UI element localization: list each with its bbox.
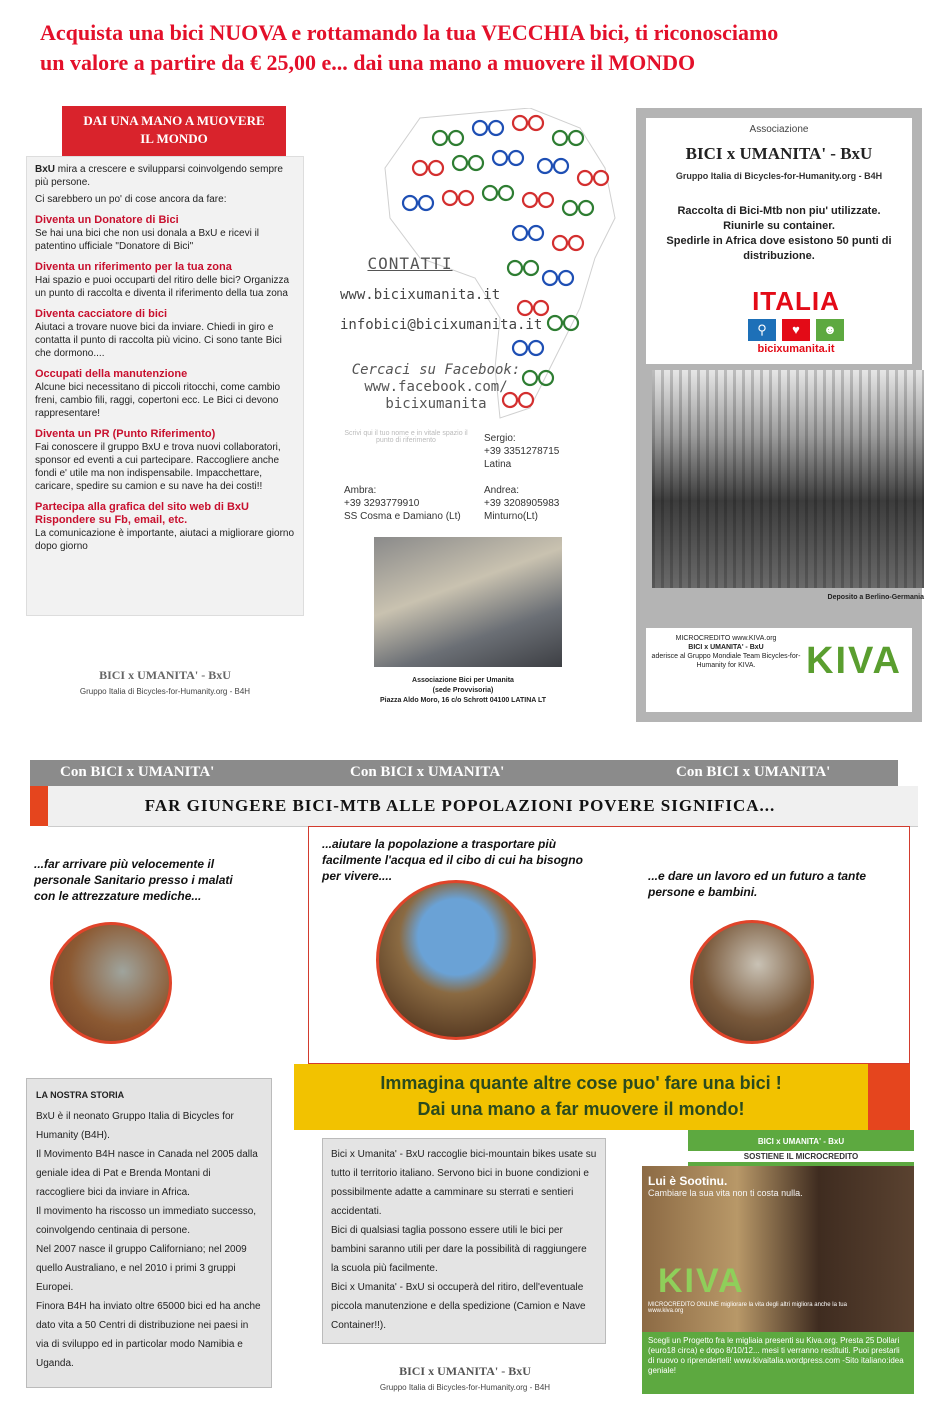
slogan-line-2: Dai una mano a far muovere il mondo! — [417, 1099, 745, 1119]
slogan-line-1: Immagina quante altre cose puo' fare una bici ! — [380, 1073, 782, 1093]
kiva-ad-strip: Scegli un Progetto fra le migliaia presenti su Kiva.org. Presta 25 Dollari (euro18 circa) e dopo 8/10/12... mesi ti verranno restituiti. Puoi prestarli di nuovo o riprenderteli! www.kivaitalia.wordpress.com -Sito italiano:idea geniale! — [642, 1332, 914, 1394]
photo-medical-bike — [50, 922, 172, 1044]
heart-icon: ♥ — [782, 319, 810, 341]
contacts-title: CONTATTI — [367, 254, 453, 273]
section — [35, 214, 295, 253]
section-text: Fai conoscere il gruppo BxU e trova nuovi collaboratori, sponsor ed eventi a cui partecipare. Raccogliere anche fondi e' utile ma non indispensabile. Impacchettare, caricare, spedire su camion e su nave ha dei costi!! — [35, 442, 281, 492]
story-paragraph: BxU è il neonato Gruppo Italia di Bicycles for Humanity (B4H). — [36, 1111, 234, 1141]
section — [35, 368, 295, 420]
page-headline — [40, 18, 920, 78]
story-paragraph: Nel 2007 nasce il gruppo Californiano; nel 2009 quello Australiano, e nel 2010 i primi 3 gruppi Europei. — [36, 1244, 247, 1293]
kiva-text — [646, 634, 806, 670]
contact-name: Andrea: — [484, 485, 520, 496]
section-title: Diventa cacciatore di bici — [35, 308, 168, 320]
association-address — [348, 676, 578, 706]
contact-name: Sergio: — [484, 433, 516, 444]
caption-work: ...e dare un lavoro ed un futuro a tante persone e bambini. — [648, 869, 867, 899]
section — [35, 261, 295, 300]
info-paragraph: Bici di qualsiasi taglia possono essere utili le bici per bambini saranno utili per dare la possibilità di raggiungere la scuola più facilmente. — [331, 1225, 587, 1274]
story-heading: LA NOSTRA STORIA — [36, 1090, 125, 1100]
right-description — [656, 204, 902, 264]
section-text: Hai spazio e puoi occuparti del ritiro delle bici? Organizza un punto di raccolta e diventa il riferimento della tua zona — [35, 275, 290, 299]
contact-ambra — [344, 484, 474, 523]
people-icon: ☻ — [816, 319, 844, 341]
left-tab-banner — [62, 106, 286, 156]
photo-water-transport — [376, 880, 536, 1040]
left-footer — [40, 668, 290, 696]
tab-line-1: DAI UNA MANO A MUOVERE — [83, 113, 265, 128]
placeholder-note: Scrivi qui il tuo nome e in vitale spazio il punto di riferimento — [344, 430, 468, 444]
contact-phone: +39 3293779910 — [344, 498, 420, 509]
section-text: Aiutaci a trovare nuove bici da inviare. Chiedi in giro e contatta il punto di raccolta più vicino. Ci sono tante Bici che dormono.... — [35, 322, 282, 359]
facebook-url-2: bicixumanita — [385, 396, 487, 412]
slogan-text — [294, 1070, 868, 1122]
kiva-ad-subline: Cambiare la sua vita non ti costa nulla. — [648, 1188, 803, 1198]
bottom-footer — [330, 1364, 600, 1392]
right-subtitle: Gruppo Italia di Bicycles-for-Humanity.org - B4H — [675, 171, 883, 181]
address-line-3: Piazza Aldo Moro, 16 c/o Schrott 04100 LATINA LT — [379, 697, 547, 704]
contact-phone: +39 3351278715 — [484, 446, 560, 457]
contact-sergio — [484, 432, 584, 471]
section — [35, 308, 295, 360]
our-story-box — [26, 1078, 272, 1388]
address-line-1: Associazione Bici per Umanita — [412, 677, 514, 684]
kiva-advert — [642, 1166, 914, 1394]
address-line-2: (sede Provvisoria) — [432, 687, 494, 694]
orange-accent — [30, 786, 48, 826]
contact-place: Minturno(Lt) — [484, 511, 538, 522]
section-title: Diventa un Donatore di Bici — [35, 214, 179, 226]
contact-name: Ambra: — [344, 485, 377, 496]
bike-depot-photo — [652, 370, 924, 588]
kiva-ad-logo: KIVA — [658, 1262, 745, 1300]
caption-water: ...aiutare la popolazione a trasportare più facilmente l'acqua ed il cibo di cui ha bisogno per vivere.... — [322, 837, 583, 883]
headline-line-1: Acquista una bici NUOVA e rottamando la tua VECCHIA bici, ti riconosciamo — [40, 20, 779, 45]
footer-subtitle: Gruppo Italia di Bicycles-for-Humanity.org - B4H — [379, 1383, 551, 1392]
contact-place: Latina — [484, 459, 512, 470]
story-paragraph: Finora B4H ha inviato oltre 65000 bici ed ha anche dato vita a 50 Centri di distribuzione nei paesi in via di sviluppo ed in particolar modo Namibia e Uganda. — [36, 1301, 261, 1369]
microcredit-tab — [688, 1130, 914, 1166]
section-band — [30, 760, 898, 786]
kiva-text-3: aderisce al Gruppo Mondiale Team Bicycles-for-Humanity for KIVA. — [651, 653, 801, 669]
description-line-2: Spedirle in Africa dove esistono 50 punti di distribuzione. — [666, 235, 892, 262]
tab-line-1: BICI x UMANITA' - BxU — [757, 1137, 845, 1146]
info-paragraph: Bici x Umanita' - BxU raccoglie bici-mountain bikes usate su tutto il territorio italiano. Servono bici in buone condizioni e possibilmente adatte a camminare su sterrati e sentieri accidentati. — [331, 1149, 597, 1217]
section-title: Partecipa alla grafica del sito web di BxU Rispondere su Fb, email, etc. — [35, 501, 249, 526]
section-text: Alcune bici necessitano di piccoli ritocchi, come cambio freni, cambio fili, raggi, copertoni ecc. Le Bici ci devono rappresentare! — [35, 382, 281, 419]
facebook-block[interactable] — [346, 362, 526, 413]
info-paragraph: Bici x Umanita' - BxU si occuperà del ritiro, dell'eventuale piccola manutenzione e della spedizione (Camion e Nave Container!!). — [331, 1282, 586, 1331]
italia-logo-text: ITALIA — [752, 286, 840, 316]
contacts-block — [340, 254, 543, 333]
section — [35, 428, 295, 493]
website-link[interactable]: www.bicixumanita.it — [340, 287, 501, 303]
right-title: BICI x UMANITA' - BxU — [685, 144, 873, 163]
kiva-ad-headline: Lui è Sootinu. — [648, 1174, 728, 1188]
footer-title: BICI x UMANITA' - BxU — [99, 668, 231, 682]
intro-text-2: Ci sarebbero un po' di cose ancora da fare: — [35, 194, 227, 205]
section-text: Se hai una bici che non usi donala a BxU e ricevi il patentino ufficiale "Donatore di Bici" — [35, 228, 260, 252]
italia-url[interactable]: bicixumanita.it — [757, 343, 835, 355]
footer-title: BICI x UMANITA' - BxU — [399, 1364, 531, 1378]
collection-info-box — [322, 1138, 606, 1344]
email-link[interactable]: infobici@bicixumanita.it — [340, 317, 543, 333]
band-label: Con BICI x UMANITA' — [60, 764, 215, 780]
kiva-text-1: MICROCREDITO www.KIVA.org — [675, 635, 777, 642]
facebook-label: Cercaci su Facebook: — [351, 362, 521, 378]
facebook-url-1: www.facebook.com/ — [364, 379, 508, 395]
tab-line-2: SOSTIENE IL MICROCREDITO — [688, 1151, 914, 1162]
contact-andrea — [484, 484, 584, 523]
italia-logo-icons — [746, 319, 846, 341]
kiva-text-2: BICI x UMANITA' - BxU — [688, 644, 764, 651]
kiva-ad-micro: MICROCREDITO ONLINE migliorare la vita degli altri migliora anche la tua www.kiva.org — [648, 1302, 847, 1314]
tab-line-2: IL MONDO — [140, 131, 208, 146]
story-paragraph: Il Movimento B4H nasce in Canada nel 2005 dalla geniale idea di Pat e Brenda Montani di raccogliere bici da inviare in Africa. — [36, 1149, 258, 1198]
section-title: Diventa un riferimento per la tua zona — [35, 261, 232, 273]
intro-bold: BxU — [35, 164, 56, 175]
section-title: Diventa un PR (Punto Riferimento) — [35, 428, 216, 440]
contact-place: SS Cosma e Damiano (Lt) — [344, 511, 461, 522]
story-paragraph: Il movimento ha riscosso un immediato successo, coinvolgendo centinaia di persone. — [36, 1206, 257, 1236]
band-label: Con BICI x UMANITA' — [350, 764, 505, 780]
photo-work-future — [690, 920, 814, 1044]
intro-text: mira a crescere e svilupparsi coinvolgendo sempre più persone. — [35, 164, 283, 188]
footer-subtitle: Gruppo Italia di Bicycles-for-Humanity.org - B4H — [79, 687, 251, 696]
bicycle-icon: ⚲ — [748, 319, 776, 341]
description-line-1: Raccolta di Bici-Mtb non piu' utilizzate. Riunirle su container. — [677, 205, 881, 232]
workshop-photo — [374, 537, 562, 667]
section-title: Occupati della manutenzione — [35, 368, 188, 380]
headline-line-2: un valore a partire da € 25,00 e... dai una mano a muovere il MONDO — [40, 50, 696, 75]
caption-medical: ...far arrivare più velocemente il personale Sanitario presso i malati con le attrezzature mediche... — [34, 857, 233, 903]
kiva-logo: KIVA — [806, 640, 902, 682]
band-label: Con BICI x UMANITA' — [676, 764, 831, 780]
left-info-box — [26, 156, 304, 616]
depot-caption: Deposito a Berlino-Germania — [827, 594, 924, 601]
section-title: FAR GIUNGERE BICI-MTB ALLE POPOLAZIONI POVERE SIGNIFICA... — [144, 796, 776, 815]
assoc-label: Associazione — [749, 124, 809, 135]
orange-accent-side — [868, 1064, 910, 1130]
section-text: La comunicazione è importante, aiutaci a migliorare giorno dopo giorno — [35, 528, 295, 552]
section — [35, 501, 295, 553]
contact-phone: +39 3208905983 — [484, 498, 560, 509]
